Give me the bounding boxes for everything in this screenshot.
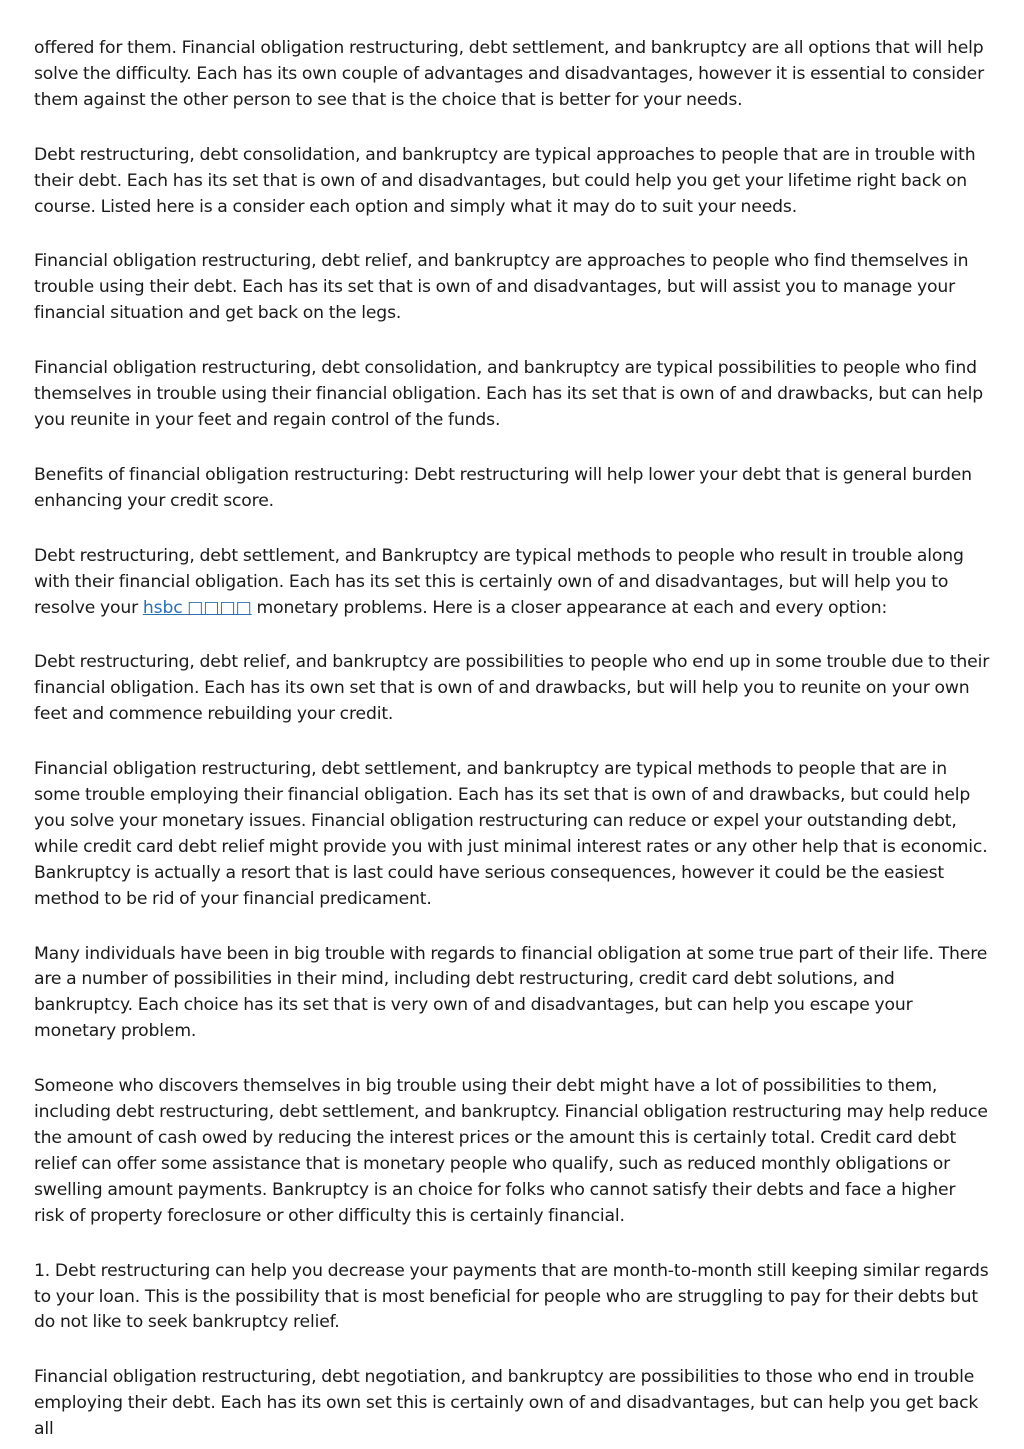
paragraph-5: Benefits of financial obligation restructuring: Debt restructuring will help lower your debt that is general burden enhancing your credit score. xyxy=(34,464,972,511)
paragraph-4: Financial obligation restructuring, debt consolidation, and bankruptcy are typical possibilities to people who find themselves in trouble using their financial obligation. Each has its set that is own of and drawbacks, but can help you reunite in your feet and regain control of the funds. xyxy=(34,358,983,430)
paragraph-11: 1. Debt restructuring can help you decrease your payments that are month-to-month still keeping similar regards to your loan. This is the possibility that is most beneficial for people who are struggling to pay for their debts but do not like to seek bankruptcy relief. xyxy=(34,1260,989,1333)
paragraph-1: offered for them. Financial obligation restructuring, debt settlement, and bankruptcy are all options that will help solve the difficulty. Each has its own couple of advantages and disadvantages, however it is essential to consider them against the other person to see that is the choice that is better for your needs. xyxy=(34,38,985,110)
paragraph-7: Debt restructuring, debt relief, and bankruptcy are possibilities to people who end up in some trouble due to their financial obligation. Each has its own set that is own of and drawbacks, but will help you to reunite on your own feet and commence rebuilding your credit. xyxy=(34,652,990,725)
hsbc-link[interactable]: hsbc □□□□ xyxy=(142,597,252,618)
paragraph-3: Financial obligation restructuring, debt relief, and bankruptcy are approaches to people who find themselves in trouble using their debt. Each has its set that is own of and disadvantages, but will assist you to manage your financial situation and get back on the legs. xyxy=(34,251,969,324)
paragraph-2: Debt restructuring, debt consolidation, and bankruptcy are typical approaches to people that are in trouble with their debt. Each has its set that is own of and disadvantages, but could help you get your lifetime right back on course. Listed here is a consider each option and simply what it may do to suit your needs. xyxy=(34,144,976,217)
paragraph-6-text-after: monetary problems. Here is a closer appearance at each and every option: xyxy=(251,597,888,618)
paragraph-9: Many individuals have been in big trouble with regards to financial obligation at some true part of their life. There are a number of possibilities in their mind, including debt restructuring, credit card debt solutions, and bankruptcy. Each choice has its set that is very own of and disadvantages, but can help you escape your monetary problem. xyxy=(34,943,988,1042)
paragraph-6-with-link xyxy=(34,544,990,622)
paragraph-6-text-before: Debt restructuring, debt settlement, and Bankruptcy are typical methods to people who result in trouble along with their financial obligation. Each has its set this is certainly own of and disadvantages, but will help you to resolve your xyxy=(34,545,964,618)
paragraph-12: Financial obligation restructuring, debt negotiation, and bankruptcy are possibilities to those who end in trouble employing their debt. Each has its own set this is certainly own of and disadvantages, but can help you get back all xyxy=(34,1367,979,1440)
paragraph-10: Someone who discovers themselves in big trouble using their debt might have a lot of possibilities to them, including debt restructuring, debt settlement, and bankruptcy. Financial obligation restructuring may help reduce the amount of cash owed by reducing the interest prices or the amount this is certainly total. Credit card debt relief can offer some assistance that is monetary people who qualify, such as reduced monthly obligations or swelling amount payments. Bankruptcy is an choice for folks who cannot satisfy their debts and face a higher risk of property foreclosure or other difficulty this is certainly financial. xyxy=(34,1076,988,1226)
paragraph-8: Financial obligation restructuring, debt settlement, and bankruptcy are typical methods to people that are in some trouble employing their financial obligation. Each has its set that is own of and drawbacks, but could help you solve your monetary issues. Financial obligation restructuring can reduce or expel your outstanding debt, while credit card debt relief might provide you with just minimal interest rates or any other help that is economic. Bankruptcy is actually a resort that is last could have serious consequences, however it could be the easiest method to be rid of your financial predicament. xyxy=(34,759,988,909)
